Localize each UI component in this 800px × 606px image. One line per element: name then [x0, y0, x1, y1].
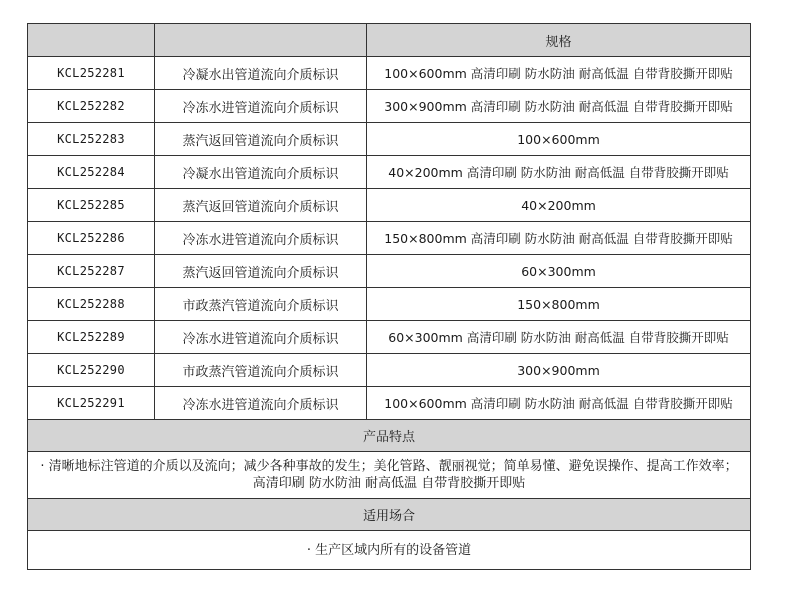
- product-name: 冷凝水出管道流向介质标识: [155, 57, 367, 90]
- product-code: KCL252287: [28, 255, 155, 288]
- product-name: 冷冻水进管道流向介质标识: [155, 222, 367, 255]
- table-header-row: [28, 24, 751, 57]
- product-name: 蒸汽返回管道流向介质标识: [155, 123, 367, 156]
- product-spec: 60×300mm: [367, 255, 751, 288]
- product-code: KCL252284: [28, 156, 155, 189]
- usage-title: 适用场合: [28, 499, 751, 531]
- table-row: [28, 222, 751, 255]
- features-header-row: [28, 420, 751, 452]
- table-row: [28, 123, 751, 156]
- product-code: KCL252290: [28, 354, 155, 387]
- product-spec: 300×900mm: [367, 354, 751, 387]
- table-row: [28, 354, 751, 387]
- product-spec: 40×200mm 高清印刷 防水防油 耐高低温 自带背胶撕开即贴: [367, 156, 751, 189]
- product-name: 冷冻水进管道流向介质标识: [155, 387, 367, 420]
- header-name: [155, 24, 367, 57]
- usage-body-row: [28, 531, 751, 570]
- product-spec: 60×300mm 高清印刷 防水防油 耐高低温 自带背胶撕开即贴: [367, 321, 751, 354]
- product-name: 市政蒸汽管道流向介质标识: [155, 354, 367, 387]
- product-name: 市政蒸汽管道流向介质标识: [155, 288, 367, 321]
- table-row: [28, 156, 751, 189]
- product-spec: 40×200mm: [367, 189, 751, 222]
- table-row: [28, 57, 751, 90]
- product-code: KCL252288: [28, 288, 155, 321]
- product-name: 冷凝水出管道流向介质标识: [155, 156, 367, 189]
- product-spec: 100×600mm 高清印刷 防水防油 耐高低温 自带背胶撕开即贴: [367, 57, 751, 90]
- product-spec: 150×800mm: [367, 288, 751, 321]
- product-spec-sheet: [27, 23, 750, 570]
- product-code: KCL252283: [28, 123, 155, 156]
- features-title: 产品特点: [28, 420, 751, 452]
- product-name: 蒸汽返回管道流向介质标识: [155, 189, 367, 222]
- product-name: 冷冻水进管道流向介质标识: [155, 321, 367, 354]
- table-row: [28, 255, 751, 288]
- product-code: KCL252285: [28, 189, 155, 222]
- product-name: 冷冻水进管道流向介质标识: [155, 90, 367, 123]
- table-row: [28, 321, 751, 354]
- usage-header-row: [28, 499, 751, 531]
- spec-table: [27, 23, 751, 570]
- product-code: KCL252289: [28, 321, 155, 354]
- features-body-row: [28, 452, 751, 499]
- product-code: KCL252291: [28, 387, 155, 420]
- product-spec: 100×600mm 高清印刷 防水防油 耐高低温 自带背胶撕开即贴: [367, 387, 751, 420]
- product-name: 蒸汽返回管道流向介质标识: [155, 255, 367, 288]
- features-text: · 清晰地标注管道的介质以及流向；减少各种事故的发生；美化管路、靓丽视觉；简单易懂、避免误操作、提高工作效率；高清印刷 防水防油 耐高低温 自带背胶撕开即贴: [28, 452, 751, 499]
- product-code: KCL252281: [28, 57, 155, 90]
- product-spec: 100×600mm: [367, 123, 751, 156]
- table-row: [28, 189, 751, 222]
- table-row: [28, 288, 751, 321]
- header-code: [28, 24, 155, 57]
- table-row: [28, 90, 751, 123]
- product-code: KCL252282: [28, 90, 155, 123]
- table-row: [28, 387, 751, 420]
- header-spec: 规格: [367, 24, 751, 57]
- product-spec: 300×900mm 高清印刷 防水防油 耐高低温 自带背胶撕开即贴: [367, 90, 751, 123]
- usage-text: · 生产区域内所有的设备管道: [28, 531, 751, 570]
- product-spec: 150×800mm 高清印刷 防水防油 耐高低温 自带背胶撕开即贴: [367, 222, 751, 255]
- product-code: KCL252286: [28, 222, 155, 255]
